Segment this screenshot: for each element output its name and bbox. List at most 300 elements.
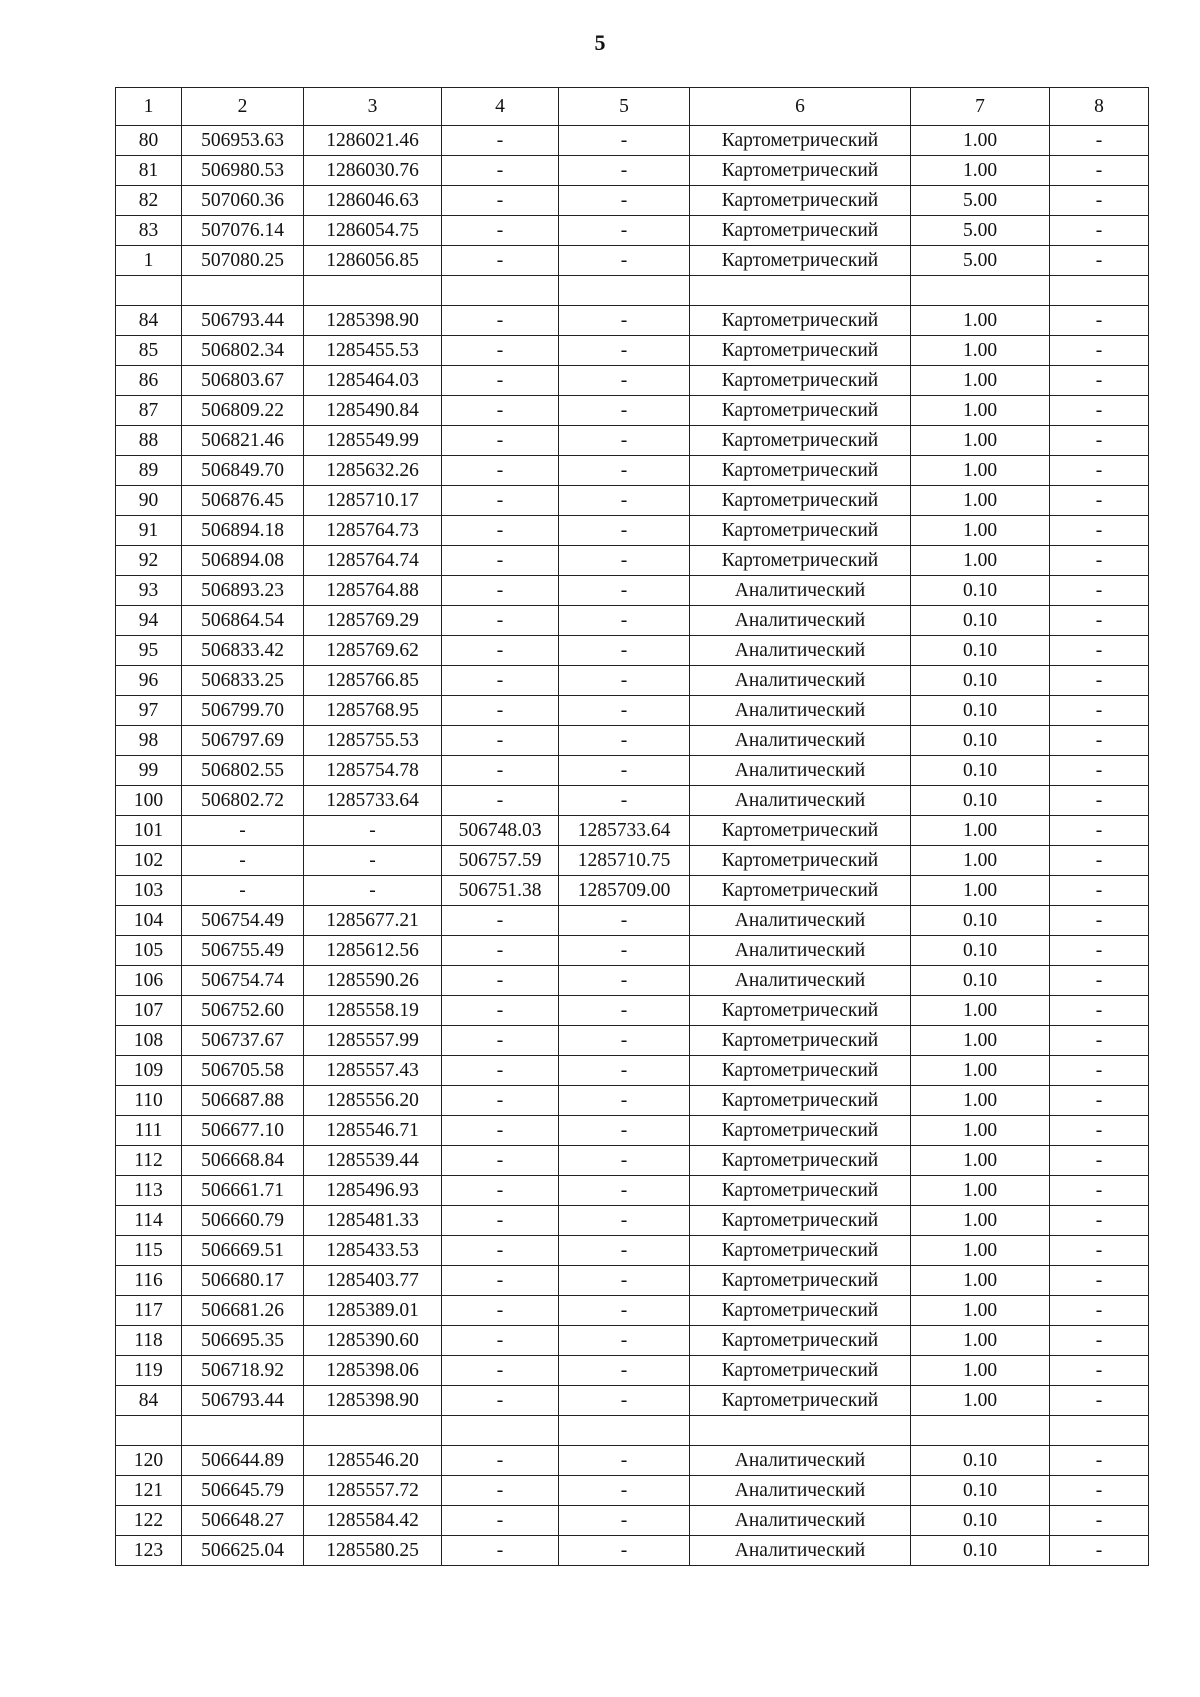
table-cell: 1285496.93 — [304, 1176, 442, 1206]
table-cell — [911, 276, 1050, 306]
table-row — [116, 1506, 1149, 1536]
table-cell: 1.00 — [911, 486, 1050, 516]
table-cell: - — [559, 546, 690, 576]
table-cell: - — [1050, 1476, 1149, 1506]
table-cell: - — [1050, 606, 1149, 636]
table-cell: 100 — [116, 786, 182, 816]
table-cell: Картометрический — [690, 1206, 911, 1236]
table-cell: - — [1050, 366, 1149, 396]
table-cell: - — [304, 816, 442, 846]
table-cell: 506752.60 — [182, 996, 304, 1026]
table-cell: 85 — [116, 336, 182, 366]
table-row — [116, 546, 1149, 576]
table-cell: 84 — [116, 1386, 182, 1416]
table-cell: Аналитический — [690, 696, 911, 726]
table-cell: 106 — [116, 966, 182, 996]
table-cell: - — [442, 1506, 559, 1536]
table-cell — [182, 1416, 304, 1446]
table-cell: 105 — [116, 936, 182, 966]
table-cell: - — [304, 876, 442, 906]
table-cell: - — [304, 846, 442, 876]
table-cell: - — [182, 816, 304, 846]
table-cell: - — [442, 126, 559, 156]
table-cell: - — [1050, 1386, 1149, 1416]
table-cell: 0.10 — [911, 666, 1050, 696]
table-cell: 506894.18 — [182, 516, 304, 546]
table-row — [116, 486, 1149, 516]
table-row — [116, 1386, 1149, 1416]
table-cell: 98 — [116, 726, 182, 756]
table-row — [116, 876, 1149, 906]
table-cell: - — [442, 1266, 559, 1296]
table-cell: 1285546.71 — [304, 1116, 442, 1146]
column-header: 2 — [182, 88, 304, 126]
table-cell: - — [442, 726, 559, 756]
table-cell: 506645.79 — [182, 1476, 304, 1506]
table-cell: Аналитический — [690, 666, 911, 696]
table-cell: - — [559, 366, 690, 396]
table-row — [116, 666, 1149, 696]
table-cell: - — [442, 186, 559, 216]
table-cell: 101 — [116, 816, 182, 846]
table-cell: 5.00 — [911, 216, 1050, 246]
table-cell: Картометрический — [690, 876, 911, 906]
table-cell: - — [1050, 1296, 1149, 1326]
table-cell: - — [442, 1026, 559, 1056]
table-cell: 1285464.03 — [304, 366, 442, 396]
table-cell: 1.00 — [911, 1386, 1050, 1416]
table-cell: 1285490.84 — [304, 396, 442, 426]
table-cell: - — [559, 306, 690, 336]
table-cell: - — [1050, 246, 1149, 276]
table-row — [116, 756, 1149, 786]
table-cell: - — [1050, 666, 1149, 696]
table-cell: Картометрический — [690, 186, 911, 216]
table-cell: 116 — [116, 1266, 182, 1296]
table-cell: 1.00 — [911, 546, 1050, 576]
table-cell: 93 — [116, 576, 182, 606]
table-cell: - — [559, 486, 690, 516]
table-row — [116, 156, 1149, 186]
table-row — [116, 186, 1149, 216]
table-cell: 1285481.33 — [304, 1206, 442, 1236]
table-cell: 1286056.85 — [304, 246, 442, 276]
table-cell: 0.10 — [911, 576, 1050, 606]
table-cell: - — [1050, 1146, 1149, 1176]
table-cell: 506644.89 — [182, 1446, 304, 1476]
table-cell: - — [1050, 1536, 1149, 1566]
table-cell: - — [559, 696, 690, 726]
table-cell — [116, 1416, 182, 1446]
table-cell: Аналитический — [690, 966, 911, 996]
table-cell: 1.00 — [911, 1176, 1050, 1206]
table-cell: 506757.59 — [442, 846, 559, 876]
table-cell: 1285556.20 — [304, 1086, 442, 1116]
table-cell: - — [1050, 1326, 1149, 1356]
table-cell: - — [1050, 396, 1149, 426]
table-row — [116, 1206, 1149, 1236]
table-cell: 108 — [116, 1026, 182, 1056]
table-cell: 506809.22 — [182, 396, 304, 426]
table-cell: Аналитический — [690, 1506, 911, 1536]
table-cell: - — [442, 396, 559, 426]
table-cell: Картометрический — [690, 336, 911, 366]
table-cell — [559, 276, 690, 306]
table-row — [116, 1176, 1149, 1206]
table-cell: 120 — [116, 1446, 182, 1476]
table-cell: - — [559, 336, 690, 366]
table-cell: 117 — [116, 1296, 182, 1326]
table-cell: - — [442, 1146, 559, 1176]
table-cell — [304, 276, 442, 306]
table-cell: Аналитический — [690, 636, 911, 666]
table-cell: - — [559, 246, 690, 276]
table-cell: 1285389.01 — [304, 1296, 442, 1326]
table-cell: Аналитический — [690, 726, 911, 756]
table-row — [116, 906, 1149, 936]
table-cell: 109 — [116, 1056, 182, 1086]
table-cell: 92 — [116, 546, 182, 576]
table-cell: - — [1050, 306, 1149, 336]
table-cell: 506833.25 — [182, 666, 304, 696]
table-cell: Аналитический — [690, 576, 911, 606]
table-cell: 1.00 — [911, 1116, 1050, 1146]
table-cell: Картометрический — [690, 126, 911, 156]
table-cell: 1286046.63 — [304, 186, 442, 216]
table-cell: 1 — [116, 246, 182, 276]
table-cell: 1.00 — [911, 1206, 1050, 1236]
table-cell: 1285764.88 — [304, 576, 442, 606]
table-cell: 1.00 — [911, 1356, 1050, 1386]
table-cell: - — [442, 1356, 559, 1386]
table-cell: 110 — [116, 1086, 182, 1116]
table-cell: 81 — [116, 156, 182, 186]
table-row — [116, 1476, 1149, 1506]
table-cell: 1285632.26 — [304, 456, 442, 486]
table-cell: 0.10 — [911, 606, 1050, 636]
table-cell: 506648.27 — [182, 1506, 304, 1536]
table-cell: 1285580.25 — [304, 1536, 442, 1566]
table-cell: - — [559, 186, 690, 216]
table-row — [116, 336, 1149, 366]
table-cell — [559, 1416, 690, 1446]
table-row — [116, 456, 1149, 486]
table-cell: - — [1050, 726, 1149, 756]
table-cell: - — [442, 1476, 559, 1506]
table-cell: - — [559, 996, 690, 1026]
table-cell: 1.00 — [911, 816, 1050, 846]
table-cell: - — [559, 126, 690, 156]
table-cell: - — [442, 306, 559, 336]
table-cell: - — [1050, 966, 1149, 996]
table-cell: - — [1050, 1266, 1149, 1296]
table-cell: Картометрический — [690, 816, 911, 846]
table-cell: 0.10 — [911, 936, 1050, 966]
table-cell: - — [1050, 1116, 1149, 1146]
table-cell: 1285677.21 — [304, 906, 442, 936]
table-cell: Аналитический — [690, 756, 911, 786]
table-cell: 115 — [116, 1236, 182, 1266]
table-cell: - — [442, 576, 559, 606]
table-cell — [1050, 276, 1149, 306]
table-cell — [304, 1416, 442, 1446]
table-cell: 1286054.75 — [304, 216, 442, 246]
table-cell: - — [442, 546, 559, 576]
page-number: 5 — [594, 30, 606, 55]
table-cell: 506893.23 — [182, 576, 304, 606]
table-cell: 506695.35 — [182, 1326, 304, 1356]
table-cell: 506755.49 — [182, 936, 304, 966]
table-cell: Картометрический — [690, 1056, 911, 1086]
table-cell: 1285433.53 — [304, 1236, 442, 1266]
table-cell: - — [559, 1086, 690, 1116]
table-cell: - — [442, 486, 559, 516]
table-cell: - — [442, 516, 559, 546]
table-row — [116, 276, 1149, 306]
column-header: 5 — [559, 88, 690, 126]
table-row — [116, 576, 1149, 606]
table-cell: 1.00 — [911, 426, 1050, 456]
table-cell: - — [442, 1206, 559, 1236]
table-cell: 506669.51 — [182, 1236, 304, 1266]
table-cell: 1.00 — [911, 126, 1050, 156]
table-header-row — [116, 88, 1149, 126]
coordinates-table — [115, 87, 1149, 1566]
table-cell: 1.00 — [911, 1296, 1050, 1326]
table-cell: - — [1050, 846, 1149, 876]
table-cell: 506833.42 — [182, 636, 304, 666]
table-cell: 506660.79 — [182, 1206, 304, 1236]
table-cell — [1050, 1416, 1149, 1446]
table-cell: 506680.17 — [182, 1266, 304, 1296]
table-cell: - — [1050, 336, 1149, 366]
table-cell: Аналитический — [690, 936, 911, 966]
table-cell: 1285710.17 — [304, 486, 442, 516]
table-cell: Аналитический — [690, 786, 911, 816]
table-cell: - — [442, 156, 559, 186]
table-cell: 96 — [116, 666, 182, 696]
table-cell: - — [559, 156, 690, 186]
table-cell — [442, 276, 559, 306]
table-cell: 506748.03 — [442, 816, 559, 846]
table-cell: - — [559, 666, 690, 696]
table-cell: Картометрический — [690, 456, 911, 486]
table-cell: 0.10 — [911, 966, 1050, 996]
table-cell: - — [1050, 1506, 1149, 1536]
table-row — [116, 846, 1149, 876]
table-cell: - — [442, 786, 559, 816]
table-cell: 112 — [116, 1146, 182, 1176]
table-cell: Картометрический — [690, 246, 911, 276]
table-cell: 1.00 — [911, 1026, 1050, 1056]
table-cell: 1285557.99 — [304, 1026, 442, 1056]
table-cell: 1.00 — [911, 996, 1050, 1026]
table-cell: 102 — [116, 846, 182, 876]
table-cell: - — [442, 366, 559, 396]
table-cell: - — [559, 1266, 690, 1296]
table-cell: - — [1050, 756, 1149, 786]
table-cell: Картометрический — [690, 1146, 911, 1176]
table-cell: 94 — [116, 606, 182, 636]
table-cell: 1286021.46 — [304, 126, 442, 156]
table-cell: 0.10 — [911, 696, 1050, 726]
table-cell: - — [559, 1116, 690, 1146]
table-cell: 1285754.78 — [304, 756, 442, 786]
table-row — [116, 726, 1149, 756]
table-cell: 111 — [116, 1116, 182, 1146]
table-cell: 0.10 — [911, 756, 1050, 786]
table-cell: Картометрический — [690, 306, 911, 336]
table-row — [116, 786, 1149, 816]
table-cell: - — [559, 936, 690, 966]
table-cell: 118 — [116, 1326, 182, 1356]
table-cell: 1285455.53 — [304, 336, 442, 366]
table-cell: 122 — [116, 1506, 182, 1536]
table-cell: 506953.63 — [182, 126, 304, 156]
table-cell: 1.00 — [911, 846, 1050, 876]
table-cell: Картометрический — [690, 486, 911, 516]
table-cell: - — [559, 906, 690, 936]
table-cell: - — [559, 756, 690, 786]
table-cell: - — [1050, 126, 1149, 156]
table-cell: 506894.08 — [182, 546, 304, 576]
table-cell: 506821.46 — [182, 426, 304, 456]
table-cell: - — [442, 1296, 559, 1326]
table-cell: - — [1050, 576, 1149, 606]
table-cell: 506876.45 — [182, 486, 304, 516]
table-cell — [116, 276, 182, 306]
table-cell: 1285755.53 — [304, 726, 442, 756]
table-row — [116, 1026, 1149, 1056]
column-header: 3 — [304, 88, 442, 126]
table-cell: - — [1050, 426, 1149, 456]
table-cell — [182, 276, 304, 306]
table-cell: 506802.55 — [182, 756, 304, 786]
table-cell: - — [1050, 516, 1149, 546]
table-cell: - — [182, 876, 304, 906]
table-cell: Аналитический — [690, 606, 911, 636]
table-cell: 119 — [116, 1356, 182, 1386]
table-cell: 1.00 — [911, 1326, 1050, 1356]
table-cell: - — [559, 1026, 690, 1056]
table-cell: - — [1050, 1206, 1149, 1236]
table-cell: Картометрический — [690, 156, 911, 186]
table-cell: 506625.04 — [182, 1536, 304, 1566]
table-cell: 1.00 — [911, 456, 1050, 486]
table-cell: - — [1050, 936, 1149, 966]
table-cell: - — [1050, 996, 1149, 1026]
table-row — [116, 1416, 1149, 1446]
table-cell: 1285549.99 — [304, 426, 442, 456]
table-cell: - — [442, 906, 559, 936]
table-cell: - — [559, 726, 690, 756]
table-cell: 506864.54 — [182, 606, 304, 636]
table-cell: - — [559, 1356, 690, 1386]
table-cell: Картометрический — [690, 1086, 911, 1116]
table-cell: - — [559, 1056, 690, 1086]
table-cell: - — [442, 246, 559, 276]
table-cell: - — [559, 1386, 690, 1416]
table-cell: 1285590.26 — [304, 966, 442, 996]
table-cell: 1285769.62 — [304, 636, 442, 666]
table-cell: - — [1050, 906, 1149, 936]
table-cell: - — [442, 1536, 559, 1566]
table-cell: - — [442, 1236, 559, 1266]
table-cell: 1.00 — [911, 1146, 1050, 1176]
table-row — [116, 1146, 1149, 1176]
table-cell: - — [1050, 876, 1149, 906]
table-cell: - — [442, 1386, 559, 1416]
table-cell: - — [182, 846, 304, 876]
table-row — [116, 216, 1149, 246]
table-cell: - — [442, 216, 559, 246]
table-row — [116, 816, 1149, 846]
table-cell: 506661.71 — [182, 1176, 304, 1206]
table-row — [116, 1086, 1149, 1116]
table-cell: 1.00 — [911, 156, 1050, 186]
table-row — [116, 396, 1149, 426]
table-cell: 506980.53 — [182, 156, 304, 186]
table-cell: 506687.88 — [182, 1086, 304, 1116]
table-row — [116, 1356, 1149, 1386]
table-cell: Картометрический — [690, 1116, 911, 1146]
table-cell: 1285546.20 — [304, 1446, 442, 1476]
table-cell: - — [559, 516, 690, 546]
column-header: 1 — [116, 88, 182, 126]
table-cell: 1285398.90 — [304, 1386, 442, 1416]
table-cell: - — [1050, 1086, 1149, 1116]
table-cell: 506754.74 — [182, 966, 304, 996]
table-cell: - — [559, 1146, 690, 1176]
table-cell: 506793.44 — [182, 1386, 304, 1416]
table-cell: 1285390.60 — [304, 1326, 442, 1356]
table-row — [116, 996, 1149, 1026]
table-cell: 1.00 — [911, 1236, 1050, 1266]
table-row — [116, 636, 1149, 666]
table-cell: 506803.67 — [182, 366, 304, 396]
table-cell: 0.10 — [911, 786, 1050, 816]
table-cell: 103 — [116, 876, 182, 906]
table-cell: 1285403.77 — [304, 1266, 442, 1296]
table-cell: - — [442, 456, 559, 486]
table-cell: - — [442, 936, 559, 966]
table-cell: - — [559, 636, 690, 666]
table-cell: 80 — [116, 126, 182, 156]
table-cell: 506802.34 — [182, 336, 304, 366]
table-cell: 87 — [116, 396, 182, 426]
table-cell: - — [442, 1326, 559, 1356]
table-cell: - — [1050, 486, 1149, 516]
table-cell: Аналитический — [690, 1476, 911, 1506]
table-cell: - — [559, 1236, 690, 1266]
table-cell: 1285766.85 — [304, 666, 442, 696]
table-cell: 1285539.44 — [304, 1146, 442, 1176]
table-row — [116, 126, 1149, 156]
table-cell: 1285557.43 — [304, 1056, 442, 1086]
table-cell: - — [1050, 816, 1149, 846]
table-cell: 1285733.64 — [559, 816, 690, 846]
table-cell: - — [1050, 1026, 1149, 1056]
table-cell: 95 — [116, 636, 182, 666]
table-cell: - — [559, 1536, 690, 1566]
table-cell: - — [559, 576, 690, 606]
table-cell: 123 — [116, 1536, 182, 1566]
table-cell: - — [1050, 186, 1149, 216]
table-cell: 0.10 — [911, 1506, 1050, 1536]
table-cell: 99 — [116, 756, 182, 786]
table-body — [116, 126, 1149, 1566]
table-cell: 1.00 — [911, 516, 1050, 546]
